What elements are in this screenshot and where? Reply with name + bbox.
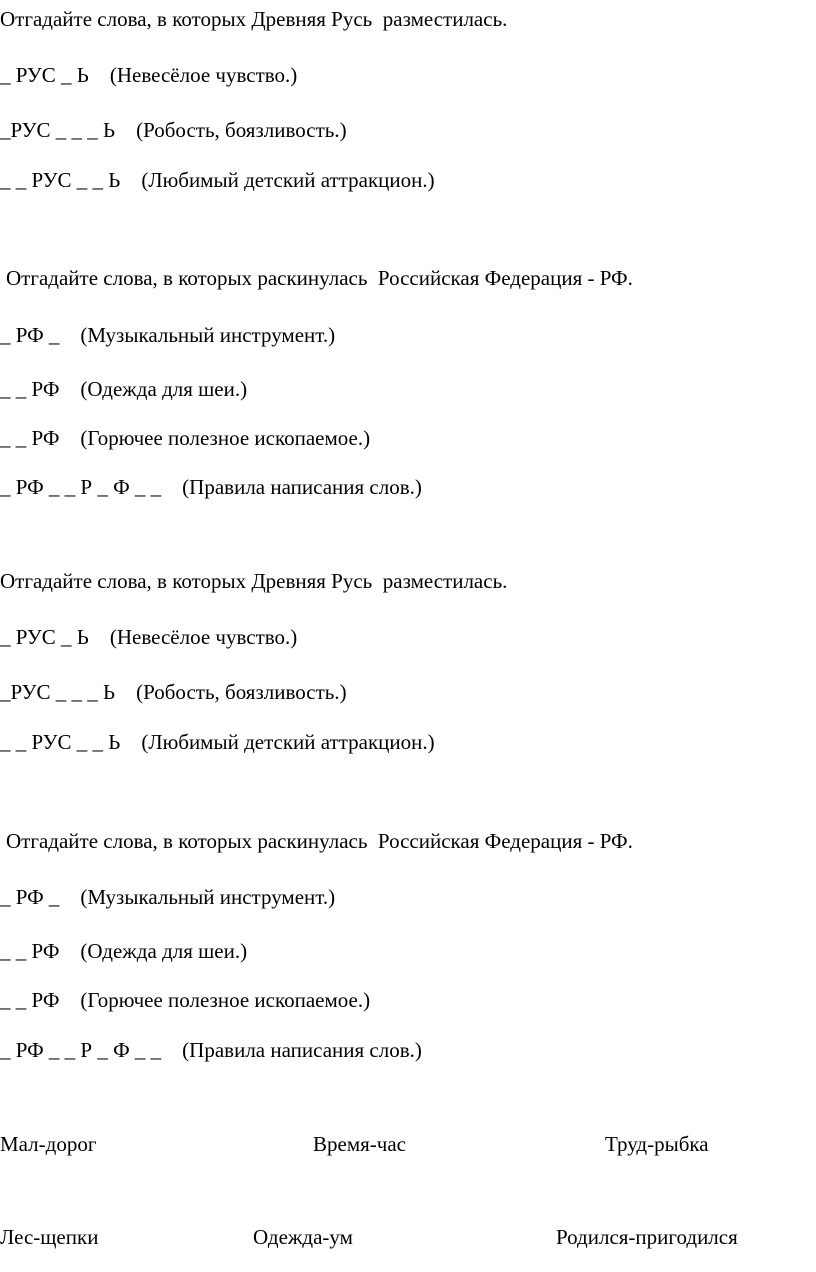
section-rf-2-item: _ _ РФ (Горючее полезное ископаемое.) bbox=[0, 988, 371, 1012]
section-rf-2-heading: Отгадайте слова, в которых раскинулась Российская Федерация - РФ. bbox=[6, 829, 633, 853]
section-rus-1-heading: Отгадайте слова, в которых Древняя Русь разместилась. bbox=[0, 7, 508, 31]
section-rus-1-item: _РУС _ _ _ Ь (Робость, боязливость.) bbox=[0, 118, 347, 142]
section-rf-1-item: _ РФ _ (Музыкальный инструмент.) bbox=[0, 323, 336, 347]
proverb-fragment: Одежда-ум bbox=[253, 1225, 353, 1249]
proverb-fragment: Родился-пригодился bbox=[556, 1225, 738, 1249]
section-rus-2-item: _ РУС _ Ь (Невесёлое чувство.) bbox=[0, 625, 298, 649]
proverb-fragment: Лес-щепки bbox=[0, 1225, 99, 1249]
section-rus-2-item: _РУС _ _ _ Ь (Робость, боязливость.) bbox=[0, 680, 347, 704]
section-rf-2-item: _ РФ _ (Музыкальный инструмент.) bbox=[0, 885, 336, 909]
proverb-fragment: Мал-дорог bbox=[0, 1132, 97, 1156]
section-rf-1-heading: Отгадайте слова, в которых раскинулась Российская Федерация - РФ. bbox=[6, 266, 633, 290]
section-rf-1-item: _ _ РФ (Одежда для шеи.) bbox=[0, 377, 248, 401]
proverb-fragment: Время-час bbox=[313, 1132, 406, 1156]
section-rus-2-heading: Отгадайте слова, в которых Древняя Русь разместилась. bbox=[0, 569, 508, 593]
section-rus-2-item: _ _ РУС _ _ Ь (Любимый детский аттракцион.) bbox=[0, 730, 435, 754]
section-rf-2-item: _ _ РФ (Одежда для шеи.) bbox=[0, 939, 248, 963]
proverb-fragment: Труд-рыбка bbox=[605, 1132, 709, 1156]
section-rf-1-item: _ _ РФ (Горючее полезное ископаемое.) bbox=[0, 426, 371, 450]
section-rf-1-item: _ РФ _ _ Р _ Ф _ _ (Правила написания слов.) bbox=[0, 475, 422, 499]
section-rus-1-item: _ РУС _ Ь (Невесёлое чувство.) bbox=[0, 63, 298, 87]
section-rus-1-item: _ _ РУС _ _ Ь (Любимый детский аттракцион.) bbox=[0, 168, 435, 192]
section-rf-2-item: _ РФ _ _ Р _ Ф _ _ (Правила написания слов.) bbox=[0, 1038, 422, 1062]
